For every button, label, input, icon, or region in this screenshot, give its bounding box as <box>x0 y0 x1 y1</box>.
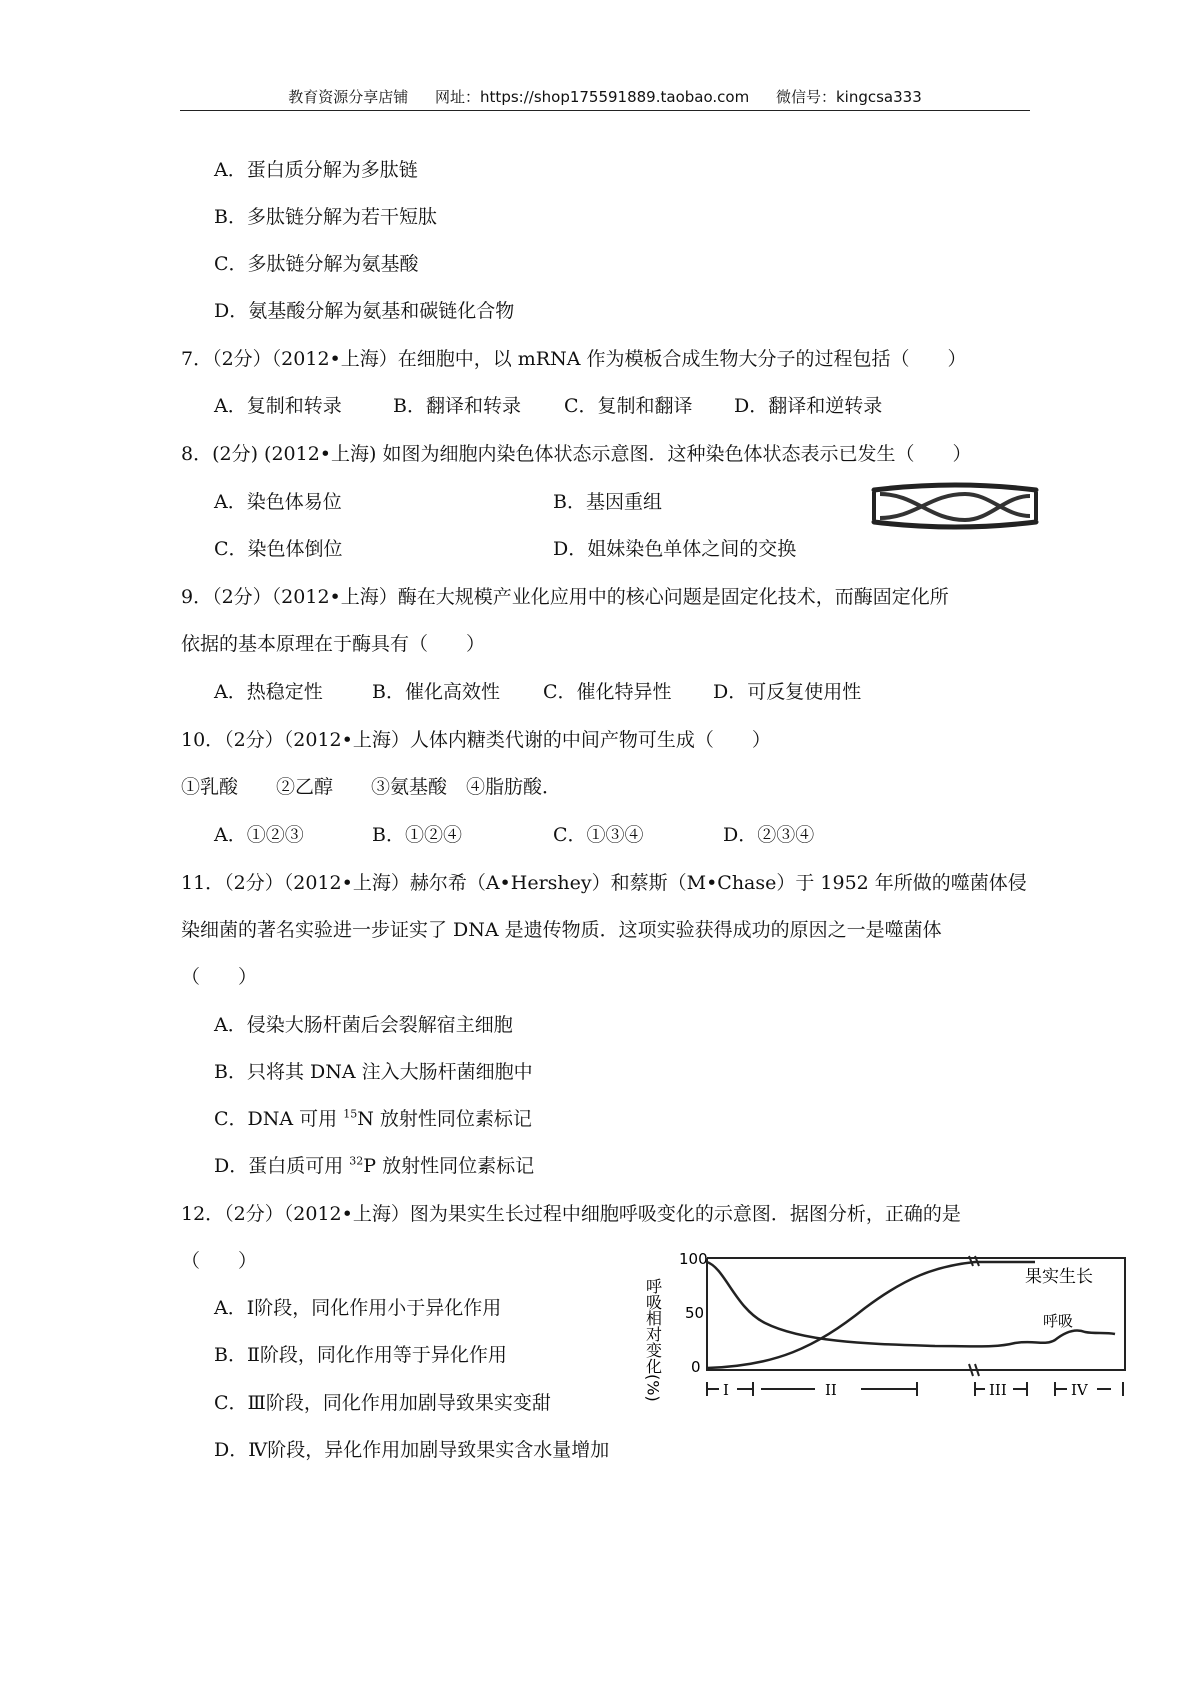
q11-stem-line3: （ ） <box>181 966 258 988</box>
chart-stage-1: I <box>723 1381 729 1399</box>
q11-stem-line2: 染细菌的著名实验进一步证实了 DNA 是遗传物质．这项实验获得成功的原因之一是噬菌体 <box>181 919 942 941</box>
q11-option-c-text: C．DNA 可用 <box>214 1108 344 1130</box>
q10-option-c: C．①③④ <box>553 824 644 846</box>
q10-option-d: D．②③④ <box>723 824 815 846</box>
q8-option-d: D．姐妹染色单体之间的交换 <box>553 538 797 560</box>
q12-option-a: A．Ⅰ阶段，同化作用小于异化作用 <box>214 1297 502 1319</box>
chromosome-figure <box>870 482 1040 530</box>
q9-option-d: D．可反复使用性 <box>713 681 862 703</box>
chart-stage-4: IV <box>1071 1381 1088 1399</box>
q10-option-a: A．①②③ <box>214 824 304 846</box>
q9-option-c: C．催化特异性 <box>543 681 672 703</box>
q9-stem-line1: 9．（2分）（2012•上海）酶在大规模产业化应用中的核心问题是固定化技术，而酶固定化所 <box>181 586 949 608</box>
q12-option-b: B．Ⅱ阶段，同化作用等于异化作用 <box>214 1344 507 1366</box>
header-divider <box>180 110 1030 111</box>
q6-option-c: C．多肽链分解为氨基酸 <box>214 253 419 275</box>
q11-option-c-sup: 15 <box>343 1107 358 1121</box>
q6-option-a: A．蛋白质分解为多肽链 <box>214 159 418 181</box>
q9-option-a: A．热稳定性 <box>214 681 323 703</box>
q12-option-c: C．Ⅲ阶段，同化作用加剧导致果实变甜 <box>214 1392 551 1414</box>
q11-option-d-text2: P 放射性同位素标记 <box>363 1155 535 1177</box>
chart-label-growth: 果实生长 <box>1025 1267 1093 1287</box>
q7-option-b: B．翻译和转录 <box>393 395 521 417</box>
q8-option-a: A．染色体易位 <box>214 491 342 513</box>
q8-option-c: C．染色体倒位 <box>214 538 343 560</box>
q12-stem-line2: （ ） <box>181 1250 258 1272</box>
q9-stem-line2: 依据的基本原理在于酶具有（ ） <box>181 633 486 655</box>
q12-stem-line1: 12．（2分）（2012•上海）图为果实生长过程中细胞呼吸变化的示意图．据图分析，正确的是 <box>181 1203 961 1225</box>
q11-option-c <box>214 1106 532 1132</box>
chart-ylabel: 呼吸相对变化(%) <box>643 1278 663 1402</box>
q11-option-d <box>214 1153 534 1179</box>
q11-option-d-text: D．蛋白质可用 <box>214 1155 350 1177</box>
q11-option-c-text2: N 放射性同位素标记 <box>357 1108 532 1130</box>
q10-stem: 10．（2分）（2012•上海）人体内糖类代谢的中间产物可生成（ ） <box>181 729 771 751</box>
page-header <box>180 86 1030 107</box>
q11-option-a: A．侵染大肠杆菌后会裂解宿主细胞 <box>214 1014 513 1036</box>
chart-ytick-100: 100 <box>679 1250 708 1268</box>
q11-option-d-sup: 32 <box>349 1154 364 1168</box>
q7-stem: 7．（2分）（2012•上海）在细胞中，以 mRNA 作为模板合成生物大分子的过程包括（ ） <box>181 348 967 370</box>
chart-growth-curve <box>707 1262 1035 1368</box>
chart-ytick-0: 0 <box>691 1358 701 1376</box>
q11-option-b: B．只将其 DNA 注入大肠杆菌细胞中 <box>214 1061 533 1083</box>
q6-option-d: D．氨基酸分解为氨基和碳链化合物 <box>214 300 515 322</box>
chart-ytick-50: 50 <box>685 1304 705 1322</box>
chart-stage-3: III <box>989 1381 1007 1399</box>
q12-option-d: D．Ⅳ阶段，异化作用加剧导致果实含水量增加 <box>214 1439 610 1461</box>
q7-option-c: C．复制和翻译 <box>564 395 693 417</box>
chart-label-respiration: 呼吸 <box>1043 1312 1074 1330</box>
q11-stem-line1: 11．（2分）（2012•上海）赫尔希（A•Hershey）和蔡斯（M•Chase）于 1952 年所做的噬菌体侵 <box>181 872 1027 894</box>
header-url: 网址：https://shop175591889.taobao.com <box>435 88 750 106</box>
q7-option-d: D．翻译和逆转录 <box>734 395 883 417</box>
q10-items: ①乳酸 ②乙醇 ③氨基酸 ④脂肪酸． <box>181 776 562 798</box>
q8-stem: 8．(2分) (2012•上海) 如图为细胞内染色体状态示意图．这种染色体状态表示已发生（ ） <box>181 443 972 465</box>
q6-option-b: B．多肽链分解为若干短肽 <box>214 206 437 228</box>
q8-option-b: B．基因重组 <box>553 491 662 513</box>
chart-stage-2: II <box>825 1381 837 1399</box>
header-shop: 教育资源分享店铺 <box>288 88 409 106</box>
fruit-growth-respiration-chart <box>635 1248 1135 1418</box>
q10-option-b: B．①②④ <box>372 824 462 846</box>
header-wechat: 微信号：kingcsa333 <box>775 88 922 106</box>
q7-option-a: A．复制和转录 <box>214 395 342 417</box>
q9-option-b: B．催化高效性 <box>372 681 500 703</box>
